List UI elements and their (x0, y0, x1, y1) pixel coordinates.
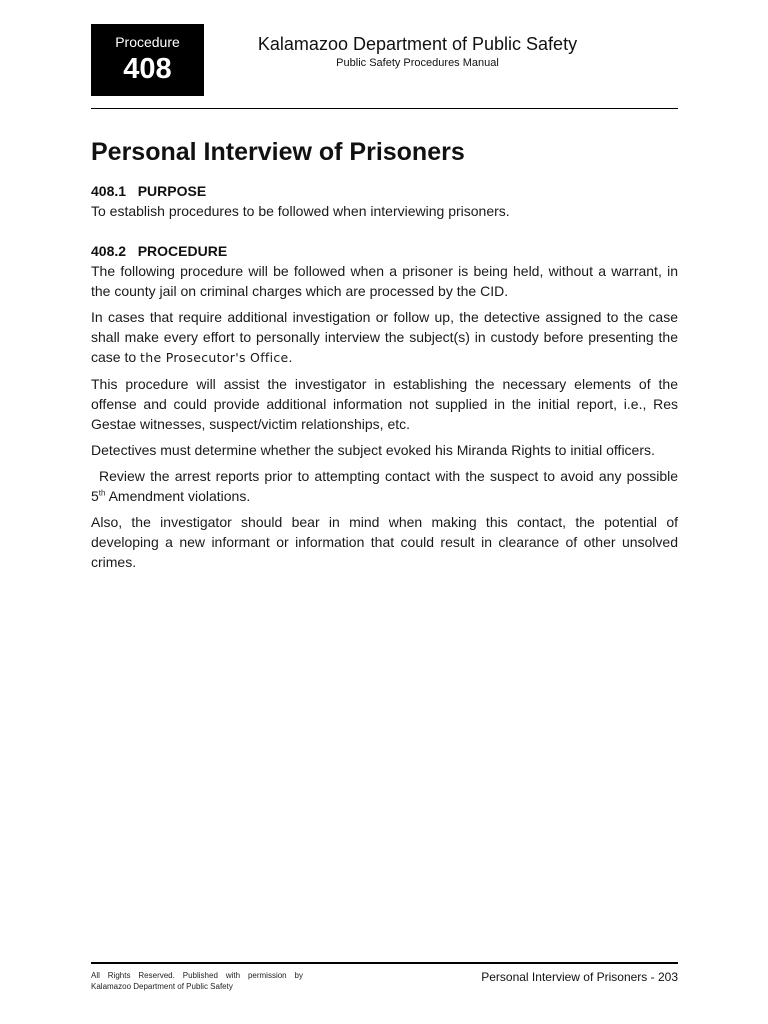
procedure-paragraph-5 (91, 466, 678, 506)
procedure-paragraph-2-main: In cases that require additional investigation or follow up, the detective assigned to the case shall make every effort to personally interview the subject(s) in custody before presenting the case to (91, 309, 678, 365)
procedure-paragraph-2-tail: the Prosecutor's Office. (140, 350, 293, 365)
procedure-paragraph-2 (91, 307, 678, 368)
department-name: Kalamazoo Department of Public Safety (257, 34, 578, 54)
footer-divider (91, 962, 678, 964)
footer-rights-line-2: Kalamazoo Department of Public Safety (91, 982, 233, 991)
procedure-paragraph-6: Also, the investigator should bear in mind when making this contact, the potential of developing a new informant or information that could result in clearance of other unsolved crimes. (91, 514, 678, 570)
footer-rights (91, 970, 303, 992)
purpose-heading: 408.1 PURPOSE (91, 183, 207, 199)
procedure-heading: 408.2 PROCEDURE (91, 243, 228, 259)
procedure-paragraph-5-main: Review the arrest reports prior to attempting contact with the suspect to avoid any possible 5 (91, 468, 678, 504)
page-title: Personal Interview of Prisoners (91, 138, 465, 166)
purpose-section (91, 181, 678, 221)
procedure-paragraph-1: The following procedure will be followed when a prisoner is being held, without a warrant, in the county jail on criminal charges which are processed by the CID. (91, 263, 678, 299)
header-divider (91, 108, 678, 109)
procedure-badge (91, 24, 204, 96)
footer-rights-line-1: All Rights Reserved. Published with permission by (91, 971, 303, 980)
procedure-section (91, 241, 678, 572)
procedure-number: 408 (123, 53, 172, 85)
footer-page-label: Personal Interview of Prisoners - 203 (481, 970, 678, 984)
purpose-text: To establish procedures to be followed when interviewing prisoners. (91, 203, 510, 219)
procedure-paragraph-3: This procedure will assist the investigator in establishing the necessary elements of the offense and could provide additional information not supplied in the initial report, i.e., Res Gestae witnesses, suspect/victim relationships, etc. (91, 376, 678, 432)
procedure-paragraph-5-tail: Amendment violations. (108, 488, 251, 504)
ordinal-suffix: th (98, 488, 106, 498)
procedure-label: Procedure (115, 34, 180, 50)
manual-name: Public Safety Procedures Manual (336, 57, 499, 69)
procedure-paragraph-4: Detectives must determine whether the subject evoked his Miranda Rights to initial officers. (91, 442, 655, 458)
